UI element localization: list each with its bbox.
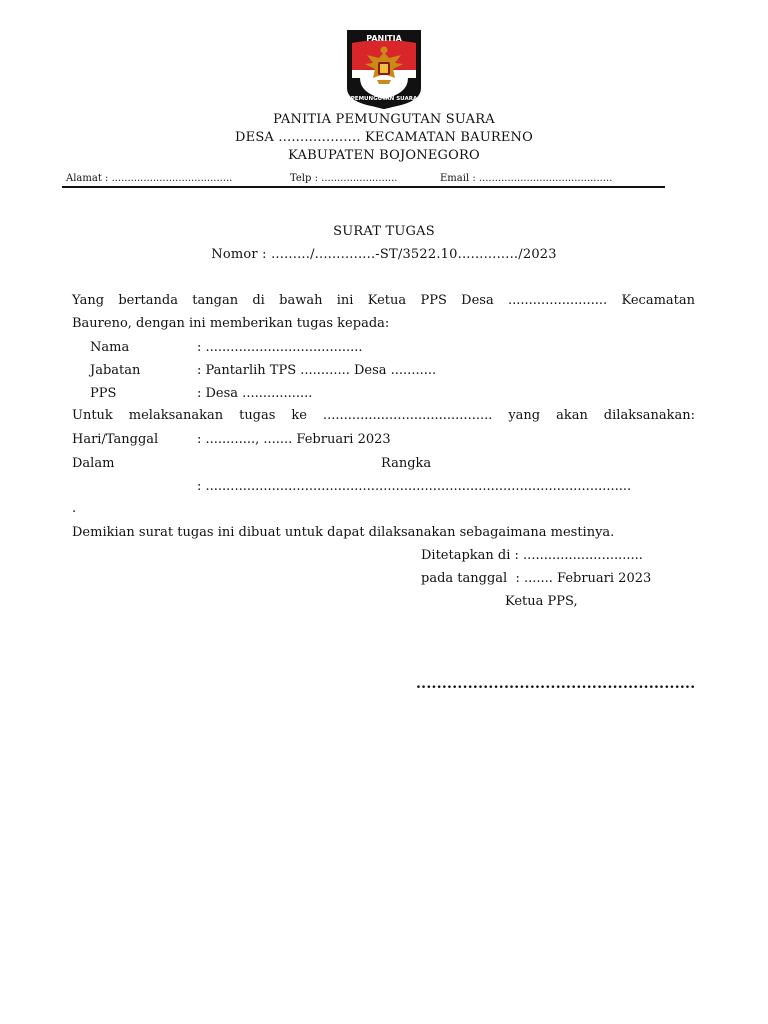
intro-line-2: Baureno, dengan ini memberikan tugas kepada:: [72, 316, 390, 331]
ditetapkan-line: Ditetapkan di : .............................: [421, 548, 643, 563]
rangka-value: : .......................................................................................................: [197, 479, 632, 494]
field-value-pps: : Desa .................: [197, 386, 313, 401]
logo-bottom-text: PEMUNGUTAN SUARA: [350, 96, 418, 102]
intro-line-1: Yang bertanda tangan di bawah ini Ketua PPS Desa ........................ Kecamatan: [72, 293, 695, 308]
logo-top-text: PANITIA: [366, 34, 402, 43]
letter-title: SURAT TUGAS: [333, 224, 435, 239]
header-line-3: KABUPATEN BOJONEGORO: [288, 148, 480, 163]
dalam-label: Dalam: [72, 456, 115, 471]
field-value-jabatan: : Pantarlih TPS ............ Desa ...........: [197, 363, 437, 378]
field-label-nama: Nama: [90, 340, 130, 355]
field-label-pps: PPS: [90, 386, 117, 401]
ketua-label: Ketua PPS,: [505, 594, 578, 609]
header-line-1: PANITIA PEMUNGUTAN SUARA: [273, 112, 495, 127]
task-line: Untuk melaksanakan tugas ke ......................................... yang akan dilaksanakan:: [72, 408, 695, 423]
letter-number: Nomor : ........./..............-ST/3522.10............../2023: [211, 247, 557, 262]
contact-address: Alamat : ......................................: [66, 173, 233, 184]
closing-statement: Demikian surat tugas ini dibuat untuk dapat dilaksanakan sebagaimana mestinya.: [72, 525, 615, 540]
kpu-logo: [343, 28, 425, 110]
trailing-dot: .: [72, 501, 77, 516]
rangka-label: Rangka: [381, 456, 432, 471]
contact-email: Email : ..........................................: [440, 173, 613, 184]
tanggal-line: pada tanggal : ....... Februari 2023: [421, 571, 652, 586]
date-label: Hari/Tanggal: [72, 432, 159, 447]
field-value-nama: : ......................................: [197, 340, 363, 355]
header-line-2: DESA ................... KECAMATAN BAURENO: [235, 130, 533, 145]
header-divider: [62, 186, 665, 188]
signature-line: ......................................................: [416, 676, 696, 692]
field-label-jabatan: Jabatan: [90, 363, 141, 378]
contact-phone: Telp : ........................: [290, 173, 398, 184]
date-value: : ............, ....... Februari 2023: [197, 432, 391, 447]
